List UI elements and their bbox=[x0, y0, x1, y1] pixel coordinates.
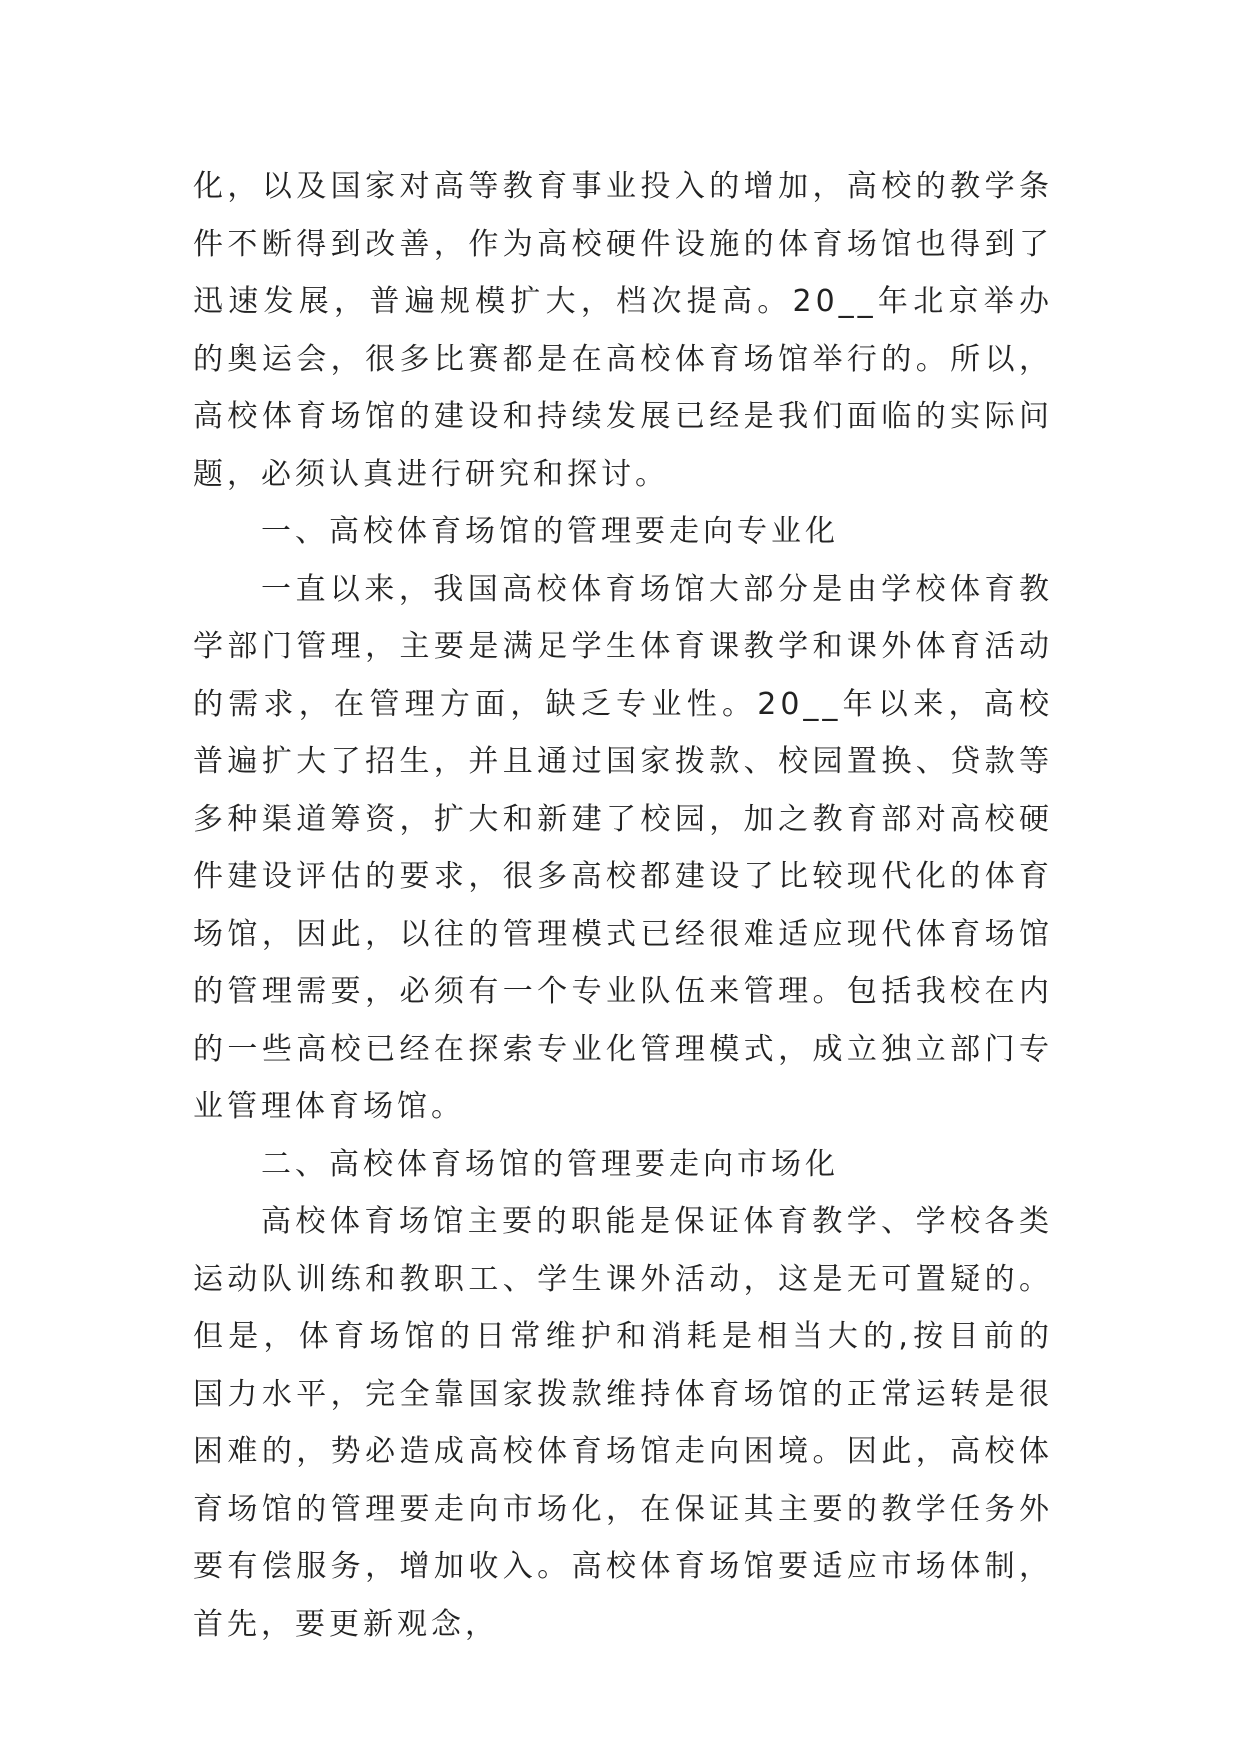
document-body bbox=[193, 158, 1053, 1653]
section-heading-2: 二、高校体育场馆的管理要走向市场化 bbox=[261, 1146, 839, 1182]
section-2-paragraph: 高校体育场馆主要的职能是保证体育教学、学校各类运动队训练和教职工、学生课外活动，这是无可置疑的。但是，体育场馆的日常维护和消耗是相当大的,按目前的国力水平，完全靠国家拨款维持体育场馆的正常运转是很困难的，势必造成高校体育场馆走向困境。因此，高校体育场馆的管理要走向市场化，在保证其主要的教学任务外要有偿服务，增加收入。高校体育场馆要适应市场体制，首先，要更新观念， bbox=[193, 1204, 1053, 1642]
section-1-paragraph: 一直以来，我国高校体育场馆大部分是由学校体育教学部门管理，主要是满足学生体育课教学和课外体育活动的需求，在管理方面，缺乏专业性。20__年以来，高校普遍扩大了招生，并且通过国家拨款、校园置换、贷款等多种渠道筹资，扩大和新建了校园，加之教育部对高校硬件建设评估的要求，很多高校都建设了比较现代化的体育场馆，因此，以往的管理模式已经很难适应现代体育场馆的管理需要，必须有一个专业队伍来管理。包括我校在内的一些高校已经在探索专业化管理模式，成立独立部门专业管理体育场馆。 bbox=[193, 571, 1053, 1124]
intro-paragraph: 化，以及国家对高等教育事业投入的增加，高校的教学条件不断得到改善，作为高校硬件设施的体育场馆也得到了迅速发展，普遍规模扩大，档次提高。20__年北京举办的奥运会，很多比赛都是在高校体育场馆举行的。所以，高校体育场馆的建设和持续发展已经是我们面临的实际问题，必须认真进行研究和探讨。 bbox=[193, 169, 1053, 492]
section-heading-1: 一、高校体育场馆的管理要走向专业化 bbox=[261, 514, 839, 549]
